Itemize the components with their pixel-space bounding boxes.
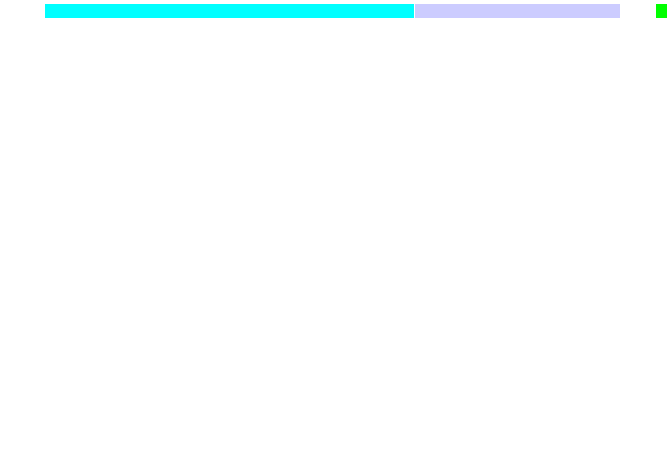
header-logopedy[interactable] — [45, 4, 414, 18]
header-aquarehab[interactable] — [415, 4, 620, 18]
extra-column-header[interactable] — [656, 4, 667, 18]
